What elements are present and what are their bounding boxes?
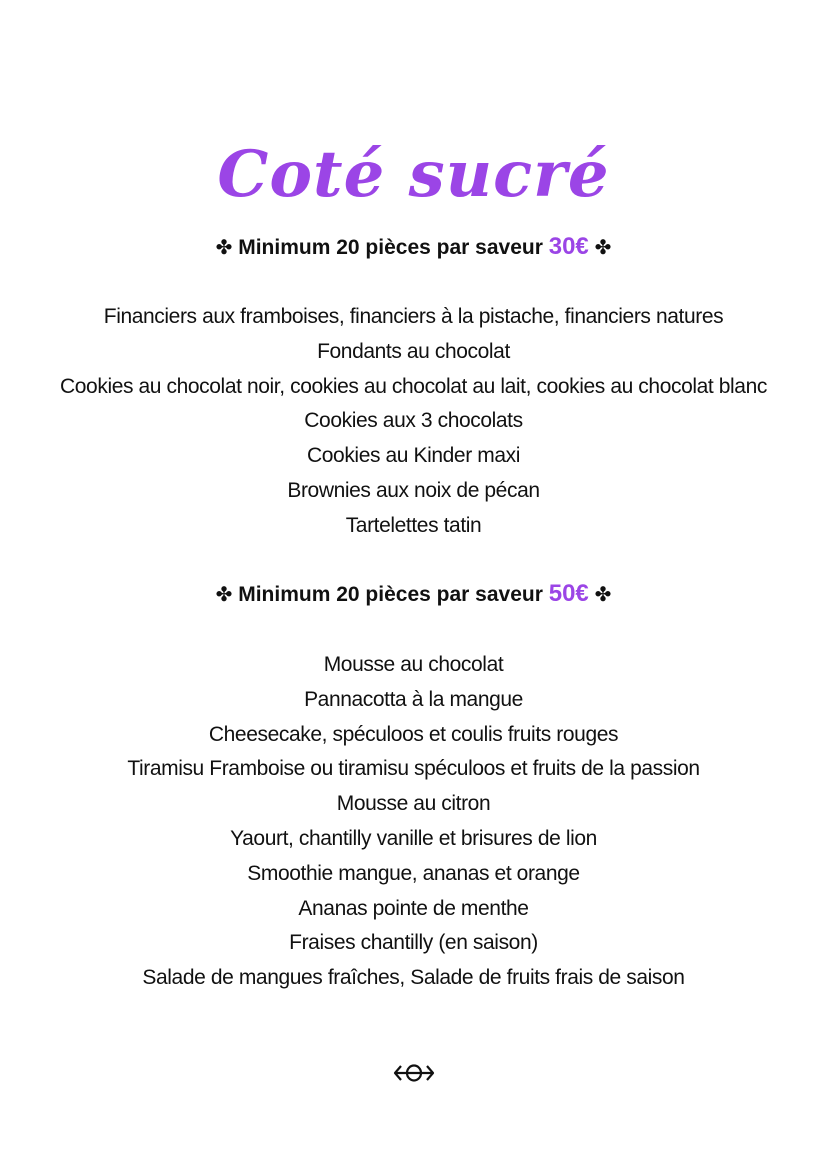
section-heading-50 <box>0 580 827 609</box>
list-item: Yaourt, chantilly vanille et brisures de lion <box>230 826 597 850</box>
list-item: Mousse au chocolat <box>323 653 504 676</box>
list-item: Smoothie mangue, ananas et orange <box>247 861 580 885</box>
clover-icon: ✤ <box>215 237 233 259</box>
section-heading-text: Minimum 20 pièces par saveur <box>238 583 543 606</box>
item-list-50 <box>0 648 827 996</box>
list-item: Brownies aux noix de pécan <box>287 478 540 502</box>
clover-icon: ✤ <box>594 584 612 606</box>
list-item: Ananas pointe de menthe <box>298 896 529 920</box>
section-price: 30€ <box>548 233 589 260</box>
list-item: Cookies au Kinder maxi <box>307 444 520 468</box>
section-price: 50€ <box>548 580 589 607</box>
list-item: Tartelettes tatin <box>345 513 482 537</box>
page-title: Coté sucré <box>217 136 610 212</box>
list-item: Tiramisu Framboise ou tiramisu spéculoos et fruits de la passion <box>127 757 700 781</box>
item-list-30 <box>0 300 827 544</box>
list-item: Fondants au chocolat <box>317 339 510 363</box>
list-item: Pannacotta à la mangue <box>304 687 523 711</box>
list-item: Cookies aux 3 chocolats <box>304 409 523 433</box>
list-item: Salade de mangues fraîches, Salade de fruits frais de saison <box>142 966 685 990</box>
list-item: Financiers aux framboises, financiers à la pistache, financiers natures <box>103 305 724 328</box>
section-heading-text: Minimum 20 pièces par saveur <box>238 236 543 259</box>
list-item: Fraises chantilly (en saison) <box>289 931 538 955</box>
divider-ornament-icon <box>392 1060 436 1086</box>
divider-ornament <box>0 1060 827 1091</box>
list-item: Cheesecake, spéculoos et coulis fruits rouges <box>208 722 619 746</box>
clover-icon: ✤ <box>594 237 612 259</box>
list-item: Mousse au citron <box>336 792 491 816</box>
clover-icon: ✤ <box>215 584 233 606</box>
list-item: Cookies au chocolat noir, cookies au chocolat au lait, cookies au chocolat blanc <box>60 374 767 398</box>
section-heading-30 <box>0 233 827 262</box>
